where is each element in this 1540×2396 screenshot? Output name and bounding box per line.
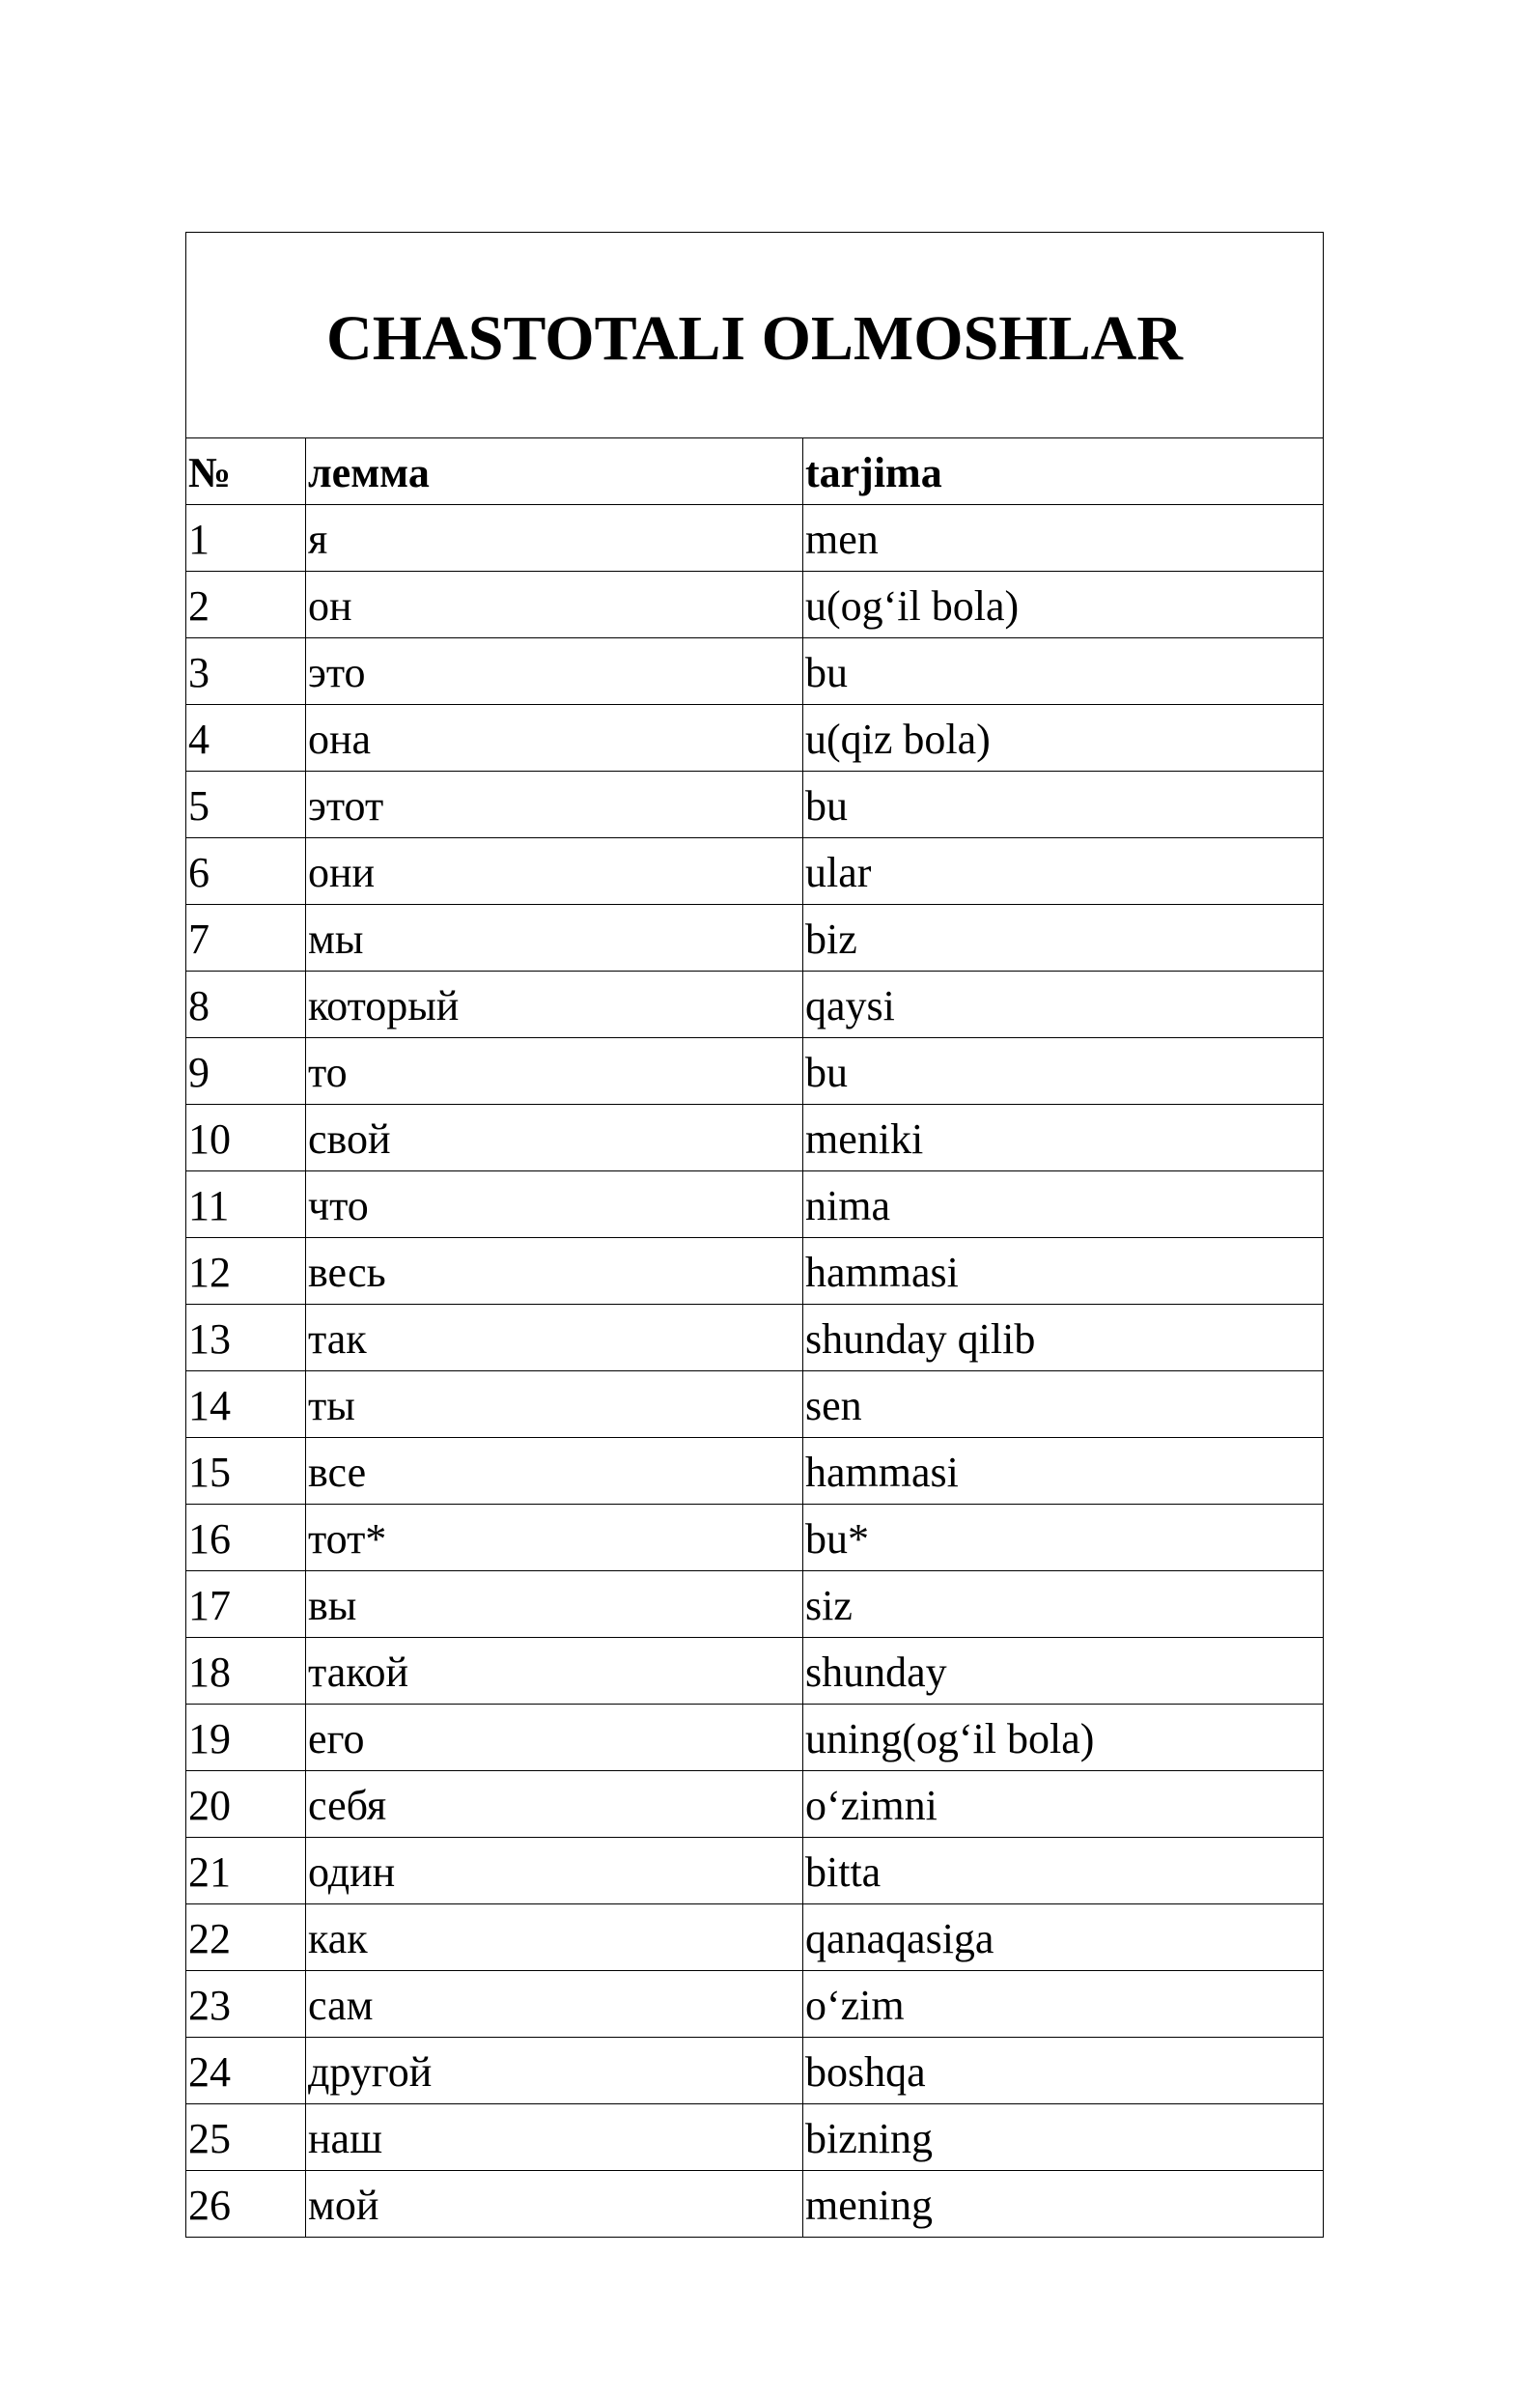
column-header-lemma: лемма: [306, 438, 803, 505]
translation-cell: siz: [803, 1571, 1324, 1638]
row-number-cell: 9: [186, 1038, 306, 1105]
table-title-row: [186, 233, 1324, 438]
table-row: [186, 1771, 1324, 1838]
lemma-cell: этот: [306, 772, 803, 838]
lemma-cell: один: [306, 1838, 803, 1904]
row-number-cell: 21: [186, 1838, 306, 1904]
column-header-number: №: [186, 438, 306, 505]
lemma-cell: мы: [306, 905, 803, 972]
lemma-cell: сам: [306, 1971, 803, 2038]
row-number-cell: 3: [186, 638, 306, 705]
row-number-cell: 25: [186, 2104, 306, 2171]
table-row: [186, 638, 1324, 705]
table-row: [186, 2171, 1324, 2238]
table-row: [186, 1904, 1324, 1971]
table-row: [186, 2104, 1324, 2171]
table-row: [186, 1171, 1324, 1238]
table-title: CHASTOTALI OLMOSHLAR: [186, 233, 1324, 438]
table-row: [186, 572, 1324, 638]
row-number-cell: 11: [186, 1171, 306, 1238]
lemma-cell: так: [306, 1305, 803, 1371]
translation-cell: biz: [803, 905, 1324, 972]
translation-cell: u(qiz bola): [803, 705, 1324, 772]
lemma-cell: тот*: [306, 1505, 803, 1571]
translation-cell: hammasi: [803, 1438, 1324, 1505]
lemma-cell: свой: [306, 1105, 803, 1171]
table-row: [186, 1105, 1324, 1171]
table-row: [186, 1371, 1324, 1438]
table-row: [186, 1438, 1324, 1505]
translation-cell: ular: [803, 838, 1324, 905]
row-number-cell: 16: [186, 1505, 306, 1571]
table-row: [186, 1838, 1324, 1904]
translation-cell: mening: [803, 2171, 1324, 2238]
row-number-cell: 10: [186, 1105, 306, 1171]
row-number-cell: 17: [186, 1571, 306, 1638]
lemma-cell: мой: [306, 2171, 803, 2238]
table-row: [186, 1038, 1324, 1105]
row-number-cell: 14: [186, 1371, 306, 1438]
translation-cell: bu: [803, 638, 1324, 705]
row-number-cell: 4: [186, 705, 306, 772]
row-number-cell: 18: [186, 1638, 306, 1705]
row-number-cell: 6: [186, 838, 306, 905]
translation-cell: u(og‘il bola): [803, 572, 1324, 638]
lemma-cell: что: [306, 1171, 803, 1238]
translation-cell: sen: [803, 1371, 1324, 1438]
translation-cell: bu: [803, 1038, 1324, 1105]
table-row: [186, 505, 1324, 572]
row-number-cell: 20: [186, 1771, 306, 1838]
lemma-cell: это: [306, 638, 803, 705]
table-row: [186, 1571, 1324, 1638]
table-row: [186, 1305, 1324, 1371]
lemma-cell: такой: [306, 1638, 803, 1705]
lemma-cell: себя: [306, 1771, 803, 1838]
row-number-cell: 7: [186, 905, 306, 972]
translation-cell: nima: [803, 1171, 1324, 1238]
translation-cell: boshqa: [803, 2038, 1324, 2104]
table-row: [186, 705, 1324, 772]
translation-cell: qanaqasiga: [803, 1904, 1324, 1971]
table-row: [186, 1505, 1324, 1571]
row-number-cell: 1: [186, 505, 306, 572]
lemma-cell: все: [306, 1438, 803, 1505]
row-number-cell: 15: [186, 1438, 306, 1505]
translation-cell: shunday: [803, 1638, 1324, 1705]
table-row: [186, 1238, 1324, 1305]
row-number-cell: 22: [186, 1904, 306, 1971]
translation-cell: qaysi: [803, 972, 1324, 1038]
row-number-cell: 8: [186, 972, 306, 1038]
translation-cell: bu: [803, 772, 1324, 838]
lemma-cell: ты: [306, 1371, 803, 1438]
translation-cell: meniki: [803, 1105, 1324, 1171]
lemma-cell: весь: [306, 1238, 803, 1305]
lemma-cell: вы: [306, 1571, 803, 1638]
lemma-cell: он: [306, 572, 803, 638]
lemma-cell: то: [306, 1038, 803, 1105]
table-row: [186, 772, 1324, 838]
lemma-cell: его: [306, 1705, 803, 1771]
row-number-cell: 19: [186, 1705, 306, 1771]
row-number-cell: 26: [186, 2171, 306, 2238]
table-row: [186, 2038, 1324, 2104]
table-body: [186, 233, 1324, 2238]
translation-cell: shunday qilib: [803, 1305, 1324, 1371]
table-row: [186, 905, 1324, 972]
table-row: [186, 1638, 1324, 1705]
translation-cell: hammasi: [803, 1238, 1324, 1305]
translation-cell: bitta: [803, 1838, 1324, 1904]
lemma-cell: она: [306, 705, 803, 772]
lemma-cell: который: [306, 972, 803, 1038]
row-number-cell: 12: [186, 1238, 306, 1305]
lemma-cell: я: [306, 505, 803, 572]
table-row: [186, 972, 1324, 1038]
row-number-cell: 2: [186, 572, 306, 638]
lemma-cell: другой: [306, 2038, 803, 2104]
table-row: [186, 1705, 1324, 1771]
row-number-cell: 23: [186, 1971, 306, 2038]
table-header-row: [186, 438, 1324, 505]
translation-cell: uning(og‘il bola): [803, 1705, 1324, 1771]
translation-cell: bizning: [803, 2104, 1324, 2171]
pronoun-frequency-table: [185, 232, 1324, 2238]
translation-cell: o‘zim: [803, 1971, 1324, 2038]
row-number-cell: 24: [186, 2038, 306, 2104]
lemma-cell: наш: [306, 2104, 803, 2171]
row-number-cell: 13: [186, 1305, 306, 1371]
table-row: [186, 1971, 1324, 2038]
column-header-translation: tarjima: [803, 438, 1324, 505]
row-number-cell: 5: [186, 772, 306, 838]
lemma-cell: как: [306, 1904, 803, 1971]
translation-cell: bu*: [803, 1505, 1324, 1571]
table-row: [186, 838, 1324, 905]
lemma-cell: они: [306, 838, 803, 905]
translation-cell: o‘zimni: [803, 1771, 1324, 1838]
translation-cell: men: [803, 505, 1324, 572]
